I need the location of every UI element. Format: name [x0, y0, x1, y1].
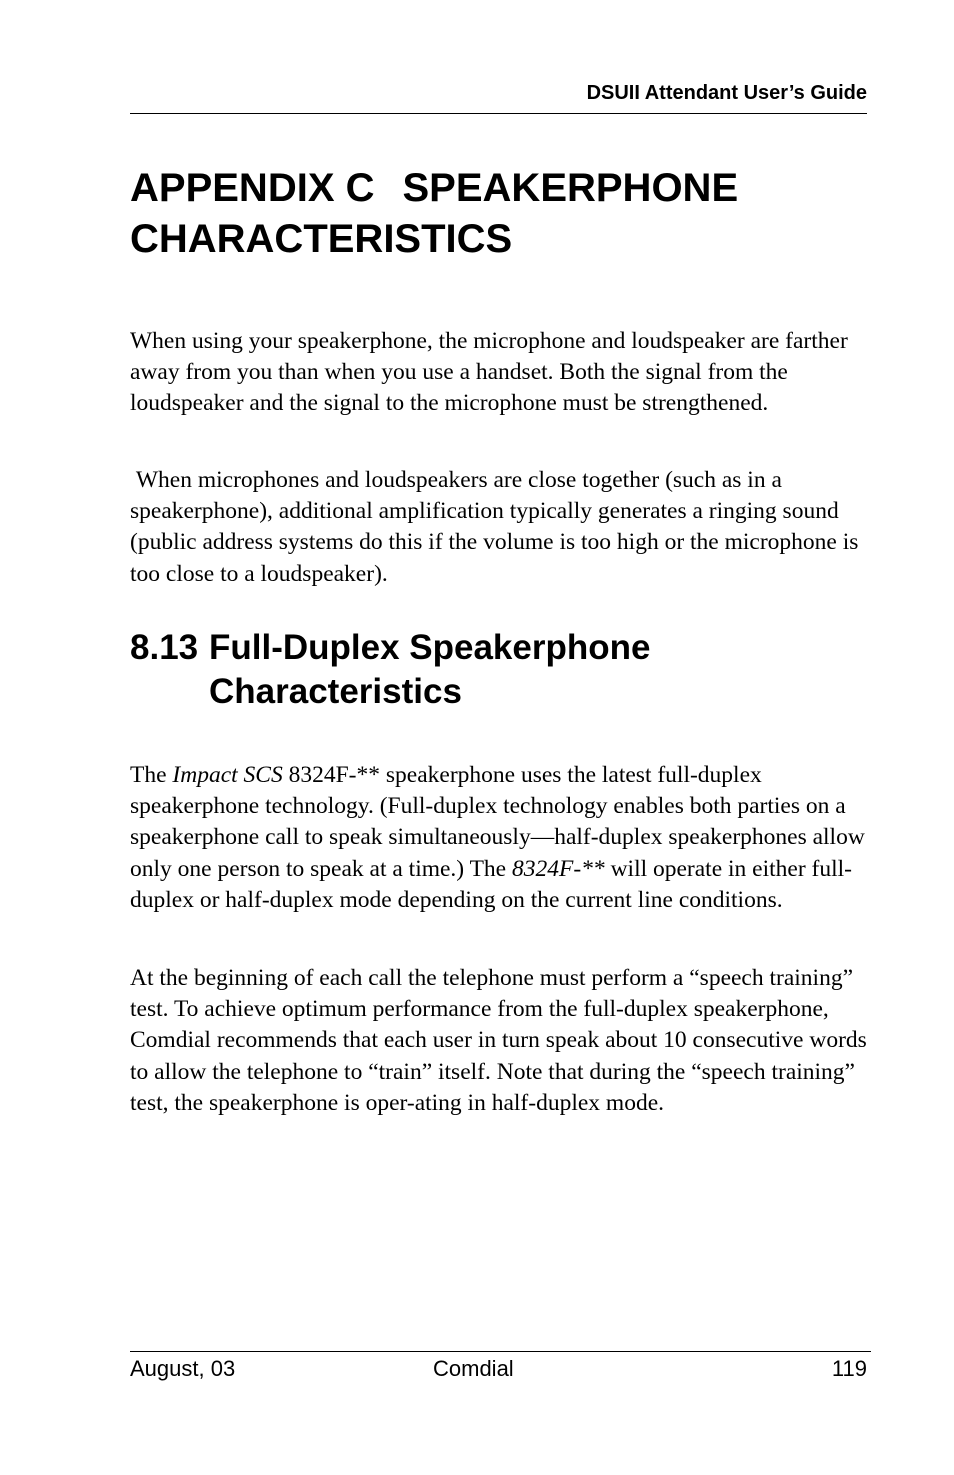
section-heading [130, 626, 769, 714]
section-paragraph-1-text-b: 8324F-** speakerphone uses the latest full-duplex speakerphone technology. (Full-duplex technology enables both parties on a speakerphone call to speak simultaneously—half-duplex speakerphones allow only one person to speak at a time.) The [130, 762, 865, 882]
footer-date: August, 03 [130, 1356, 236, 1381]
section-paragraph-1-text-a: The [130, 762, 173, 788]
product-name: Impact SCS [172, 762, 283, 788]
page-number: 119 [831, 1356, 867, 1381]
appendix-title [130, 163, 870, 265]
section-number: 8.13 [130, 628, 199, 667]
intro-paragraph-2: When microphones and loudspeakers are close together (such as in a speakerphone), additional amplification typically generates a ringing sound (public address systems do this if the volume is too high or the microphone is too close to a loudspeaker). [130, 467, 865, 587]
running-header: DSUII Attendant User’s Guide [586, 82, 867, 104]
section-paragraph-2: At the beginning of each call the telephone must perform a “speech training” test. To achieve optimum performance from the full-duplex speakerphone, Comdial recommends that each user in turn speak about 10 consecutive words to allow the telephone to “train” itself. Note that during the “speech training” test, the speakerphone is oper-ating in half-duplex mode. [130, 965, 867, 1116]
model-name: 8324F-** [512, 855, 605, 882]
section-paragraph-1 [130, 760, 870, 916]
appendix-title-line1: SPEAKERPHONE [402, 166, 739, 210]
footer-company: Comdial [433, 1356, 514, 1381]
section-paragraph-1-text-c: will operate in either full-duplex or half-duplex mode depending on the current line conditions. [130, 855, 852, 913]
appendix-title-line2: CHARACTERISTICS [130, 217, 513, 261]
section-title: Full-Duplex Speakerphone Characteristics [209, 628, 651, 711]
header-divider [130, 113, 867, 114]
intro-paragraph-1: When using your speakerphone, the microphone and loudspeaker are farther away from you than when you use a handset. Both the signal from the loudspeaker and the signal to the microphone must be strengthened. [130, 328, 848, 417]
footer-divider [130, 1351, 871, 1352]
appendix-label: APPENDIX C [130, 166, 375, 210]
